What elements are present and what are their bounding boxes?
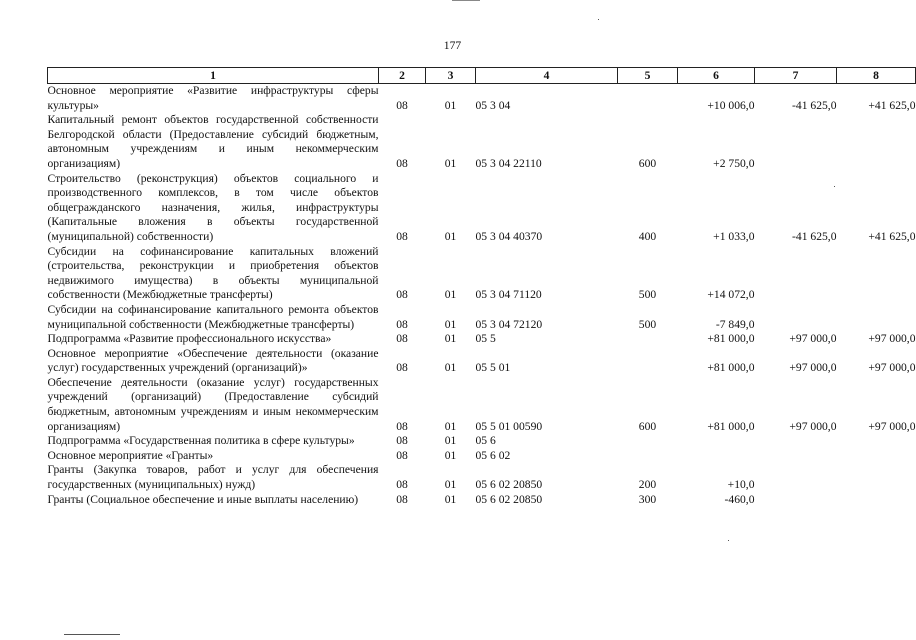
target-article-code: 05 3 04 40370 bbox=[475, 229, 543, 243]
amount-col-6: +81 000,0 bbox=[707, 332, 755, 346]
expense-type-code: 200 bbox=[638, 478, 657, 492]
section-code: 08 bbox=[396, 229, 408, 243]
table-row bbox=[48, 332, 916, 347]
subsection-code: 01 bbox=[444, 434, 457, 448]
target-article-code: 05 6 02 bbox=[475, 448, 511, 462]
amount-col-8 bbox=[837, 113, 916, 171]
amount-col-6: -7 849,0 bbox=[715, 317, 755, 331]
column-header: 4 bbox=[476, 68, 618, 84]
expense-type-code bbox=[618, 84, 678, 114]
table-row bbox=[48, 303, 916, 332]
target-article-code: 05 6 02 20850 bbox=[475, 492, 543, 506]
row-description: Подпрограмма «Развитие профессионального искусства» bbox=[47, 332, 332, 346]
table-row bbox=[48, 113, 916, 171]
target-article-code: 05 3 04 bbox=[475, 98, 511, 112]
column-header: 8 bbox=[837, 68, 916, 84]
scan-speck bbox=[834, 186, 835, 187]
amount-col-8 bbox=[837, 493, 916, 508]
subsection-code: 01 bbox=[444, 492, 457, 506]
subsection-code: 01 bbox=[444, 361, 457, 375]
column-header: 5 bbox=[618, 68, 678, 84]
expense-type-code bbox=[618, 347, 678, 376]
amount-col-6: +81 000,0 bbox=[707, 361, 755, 375]
amount-col-8: +97 000,0 bbox=[868, 332, 916, 346]
column-header: 6 bbox=[678, 68, 755, 84]
amount-col-6: +10 006,0 bbox=[707, 98, 755, 112]
amount-col-7 bbox=[755, 463, 837, 492]
subsection-code: 01 bbox=[444, 288, 457, 302]
row-description: Капитальный ремонт объектов государственной собственности Белгородской области (Предоставление субсидий бюджетным, автономным учреждениям и иным некоммерческим организациям) bbox=[47, 113, 379, 170]
table-row bbox=[48, 449, 916, 464]
row-description: Обеспечение деятельности (оказание услуг) государственных учреждений (организаций) (Предоставление субсидий бюджетным, автономным учреждениям и иным некоммерческим организациям) bbox=[47, 375, 379, 433]
amount-col-7 bbox=[755, 303, 837, 332]
amount-col-8 bbox=[837, 303, 916, 332]
section-code: 08 bbox=[396, 419, 408, 433]
target-article-code: 05 5 01 bbox=[475, 361, 511, 375]
row-description: Субсидии на софинансирование капитального ремонта объектов муниципальной собственности (Межбюджетные трансферты) bbox=[47, 302, 379, 331]
expense-type-code: 400 bbox=[638, 229, 657, 243]
amount-col-8: +97 000,0 bbox=[868, 419, 916, 433]
subsection-code: 01 bbox=[444, 317, 457, 331]
expense-type-code: 600 bbox=[638, 156, 657, 170]
target-article-code: 05 6 02 20850 bbox=[475, 478, 543, 492]
column-header: 2 bbox=[379, 68, 426, 84]
amount-col-7 bbox=[755, 113, 837, 171]
amount-col-7 bbox=[755, 449, 837, 464]
subsection-code: 01 bbox=[444, 419, 457, 433]
amount-col-7: +97 000,0 bbox=[789, 419, 837, 433]
expense-type-code bbox=[618, 449, 678, 464]
section-code: 08 bbox=[396, 478, 408, 492]
row-description: Основное мероприятие «Развитие инфраструктуры сферы культуры» bbox=[47, 84, 379, 112]
section-code: 08 bbox=[396, 448, 408, 462]
amount-col-8: +41 625,0 bbox=[868, 98, 916, 112]
row-description: Гранты (Закупка товаров, работ и услуг для обеспечения государственных (муниципальных) нужд) bbox=[47, 463, 379, 492]
expense-type-code bbox=[618, 434, 678, 449]
amount-col-8: +97 000,0 bbox=[868, 361, 916, 375]
section-code: 08 bbox=[396, 492, 408, 506]
subsection-code: 01 bbox=[444, 156, 457, 170]
scan-speck bbox=[598, 19, 599, 20]
amount-col-6: +10,0 bbox=[727, 478, 755, 492]
expense-type-code: 500 bbox=[638, 288, 657, 302]
expense-type-code: 300 bbox=[638, 492, 657, 506]
amount-col-8 bbox=[837, 245, 916, 303]
section-code: 08 bbox=[396, 434, 408, 448]
amount-col-7 bbox=[755, 245, 837, 303]
section-code: 08 bbox=[396, 317, 408, 331]
subsection-code: 01 bbox=[444, 229, 457, 243]
header-row bbox=[48, 68, 916, 84]
target-article-code: 05 6 bbox=[475, 434, 496, 448]
table-row bbox=[48, 376, 916, 434]
table-row bbox=[48, 493, 916, 508]
amount-col-7 bbox=[755, 434, 837, 449]
table-row bbox=[48, 245, 916, 303]
target-article-code: 05 3 04 71120 bbox=[475, 288, 542, 302]
amount-col-6: -460,0 bbox=[724, 492, 755, 506]
row-description: Гранты (Социальное обеспечение и иные выплаты населению) bbox=[47, 492, 359, 506]
subsection-code: 01 bbox=[444, 478, 457, 492]
amount-col-6: +1 033,0 bbox=[713, 229, 755, 243]
amount-col-8: +41 625,0 bbox=[868, 229, 916, 243]
row-description: Подпрограмма «Государственная политика в сфере культуры» bbox=[47, 434, 355, 448]
amount-col-6 bbox=[678, 449, 755, 464]
row-description: Строительство (реконструкция) объектов социального и производственного комплексов, в том числе объектов общегражданского назначения, жилья, инфраструктуры (Капитальные вложения в объекты государственной (муниципальной) собственности) bbox=[47, 171, 379, 243]
table-row bbox=[48, 172, 916, 245]
section-code: 08 bbox=[396, 361, 408, 375]
expense-type-code: 600 bbox=[638, 419, 657, 433]
table-row bbox=[48, 347, 916, 376]
amount-col-8 bbox=[837, 449, 916, 464]
row-description: Основное мероприятие «Обеспечение деятельности (оказание услуг) государственных учреждений (организаций)» bbox=[47, 346, 379, 375]
amount-col-6 bbox=[678, 434, 755, 449]
column-header: 3 bbox=[426, 68, 476, 84]
subsection-code: 01 bbox=[444, 98, 457, 112]
target-article-code: 05 3 04 22110 bbox=[475, 156, 542, 170]
expense-type-code: 500 bbox=[638, 317, 657, 331]
bottom-edge-mark bbox=[64, 634, 120, 635]
column-header: 7 bbox=[755, 68, 837, 84]
page-number: 177 bbox=[443, 39, 462, 52]
table-row bbox=[48, 434, 916, 449]
amount-col-7: +97 000,0 bbox=[789, 332, 837, 346]
section-code: 08 bbox=[396, 98, 408, 112]
target-article-code: 05 5 01 00590 bbox=[475, 419, 543, 433]
table-row bbox=[48, 463, 916, 492]
target-article-code: 05 3 04 72120 bbox=[475, 317, 543, 331]
amount-col-6: +81 000,0 bbox=[707, 419, 755, 433]
column-header: 1 bbox=[48, 68, 379, 84]
amount-col-7: -41 625,0 bbox=[792, 229, 837, 243]
amount-col-7 bbox=[755, 493, 837, 508]
amount-col-7: -41 625,0 bbox=[792, 98, 837, 112]
amount-col-8 bbox=[837, 463, 916, 492]
subsection-code: 01 bbox=[444, 448, 457, 462]
amount-col-7: +97 000,0 bbox=[789, 361, 837, 375]
section-code: 08 bbox=[396, 156, 408, 170]
amount-col-6: +14 072,0 bbox=[707, 288, 755, 302]
section-code: 08 bbox=[396, 332, 408, 346]
top-edge-mark bbox=[452, 0, 480, 1]
amount-col-6: +2 750,0 bbox=[713, 156, 755, 170]
table-row bbox=[48, 84, 916, 114]
subsection-code: 01 bbox=[444, 332, 457, 346]
target-article-code: 05 5 bbox=[475, 332, 496, 346]
expense-type-code bbox=[618, 332, 678, 347]
row-description: Субсидии на софинансирование капитальных вложений (строительства, реконструкции и приобретения объектов недвижимого имущества) в объекты муниципальной собственности (Межбюджетные трансферты) bbox=[47, 244, 379, 302]
amount-col-8 bbox=[837, 434, 916, 449]
row-description: Основное мероприятие «Гранты» bbox=[47, 448, 214, 462]
scan-speck bbox=[728, 540, 729, 541]
budget-table bbox=[47, 67, 916, 507]
section-code: 08 bbox=[396, 288, 408, 302]
